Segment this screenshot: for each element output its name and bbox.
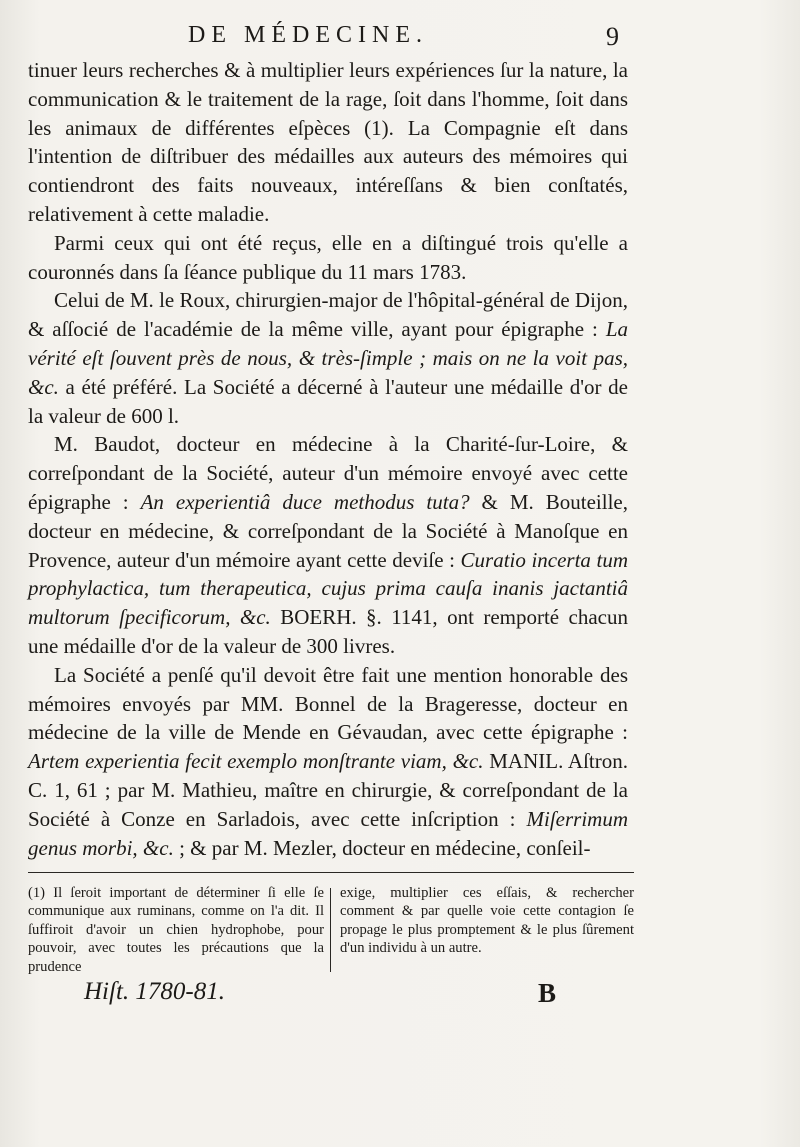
italic-quotation: Curatio incerta tum prophylactica, tum therapeutica, cujus prima cauſa inanis jactantiâ multorum ſpecificorum, &c. [28,547,628,630]
page-header [28,22,628,58]
italic-quotation: La vérité eſt ſouvent près de nous, & très-ſimple ; mais on ne la voit pas, &c. [28,317,628,399]
running-title: DE MÉDECINE. [188,22,428,48]
italic-quotation: Miſerrimum genus morbi, &c. [28,806,628,860]
footnote-divider [330,888,331,972]
body-text [28,56,628,862]
footnote-right-column: exige, multiplier ces eſſais, & rechercher comment & par quelle voie cette contagion ſe propage le plus promptement & le plus ſûrement d'un individu à un autre. [340,885,634,957]
margin-bleed-through [700,214,704,229]
paragraph: tinuer leurs recherches & à multiplier leurs expériences ſur la nature, la communication & le traitement de la rage, ſoit dans l'homme, ſoit dans les animaux de différentes eſpèces (1). La Compagnie eſt dans l'intention de diſtribuer des médailles aux auteurs des mémoires qui contiendront des faits nouveaux, intéreſſans & bien conſtatés, relativement à cette maladie. [28,58,628,226]
paragraph: Celui de M. le Roux, chirurgien-major de l'hôpital-général de Dijon, & aſſocié de l'académie de la même ville, ayant pour épigraphe : La vérité eſt ſouvent près de nous, & très-ſimple ; mais on ne la voit pas, &c. a été préféré. La Société a décerné à l'auteur une médaille d'or de la valeur de 600 l. [28,288,628,428]
paragraph: M. Baudot, docteur en médecine à la Charité-ſur-Loire, & correſpondant de la Société, auteur d'un mémoire envoyé avec cette épigraphe : An experientiâ duce methodus tuta? & M. Bouteille, docteur en médecine, & correſpondant de la Société à Manoſque en Provence, auteur d'un mémoire ayant cette deviſe : Curatio incerta tum prophylactica, tum therapeutica, cujus prima cauſa inanis jactantiâ multorum ſpecificorum, &c. BOERH. §. 1141, ont remporté chacun une médaille d'or de la valeur de 300 livres. [28,432,628,658]
paragraph: La Société a penſé qu'il devoit être fait une mention honorable des mémoires envoyés par MM. Bonnel de la Brageresse, docteur en médecine de la ville de Mende en Gévaudan, avec cette épigraphe : Artem experientia fecit exemplo monſtrante viam, &c. MANIL. Aſtron. C. 1, 61 ; par M. Mathieu, maître en chirurgie, & correſpondant de la Société à Conze en Sarladois, avec cette inſcription : Miſerrimum genus morbi, &c. ; & par M. Mezler, docteur en médecine, conſeil- [28,662,629,860]
italic-quotation: An experientiâ duce methodus tuta? [140,489,470,514]
paragraph: Parmi ceux qui ont été reçus, elle en a diſtingué trois qu'elle a couronnés dans ſa ſéance publique du 11 mars 1783. [28,230,628,284]
signature-line: Hiſt. 1780-81. [84,978,225,1005]
footnote-rule [28,872,634,873]
footnote [28,884,634,976]
signature-mark: B [538,978,557,1008]
footnote-left-column: (1) Il ſeroit important de déterminer ſi elle ſe communique aux ruminans, comme on l'a dit. Il ſuffiroit d'avoir un chien hydrophobe, pour pouvoir, avec toutes les précautions que la prudence [28,885,324,975]
italic-quotation: Artem experientia fecit exemplo monſtrante viam, &c. [28,749,484,774]
page-number: 9 [606,22,619,51]
